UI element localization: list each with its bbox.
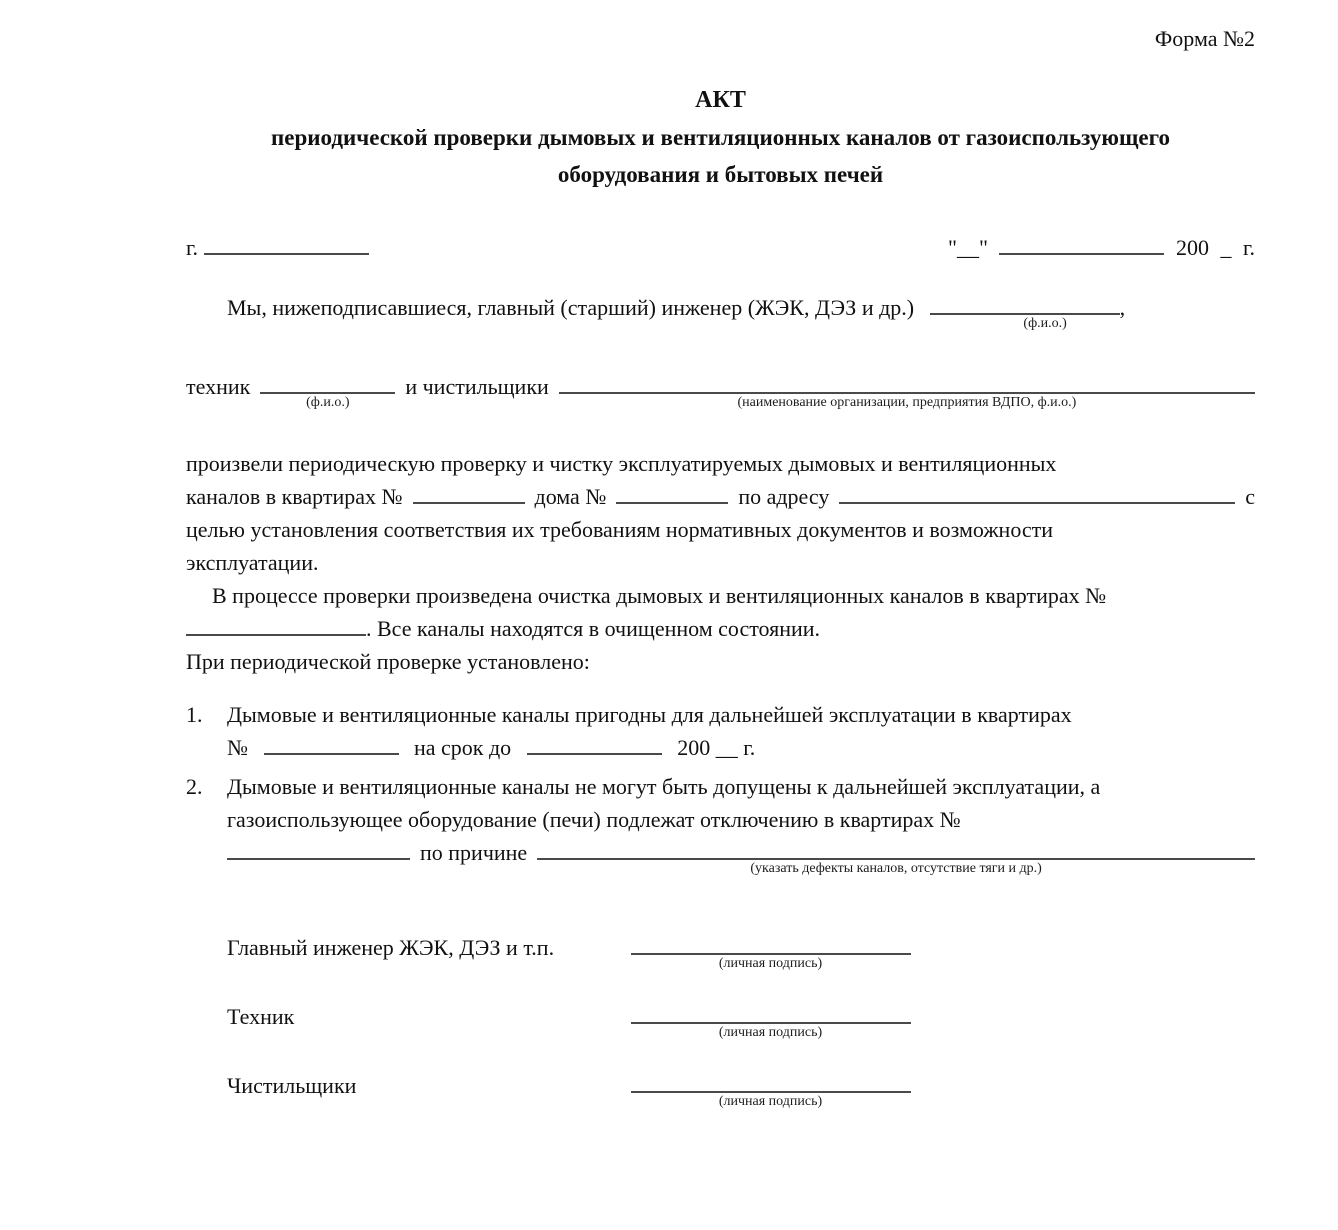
personal-signature-caption: (личная подпись) [718, 1024, 823, 1040]
engineer-name-blank-line [930, 293, 1120, 331]
list-item-2-body [227, 770, 1255, 876]
signature-row-cleaners [227, 1069, 1255, 1109]
signature-row-technician [227, 1000, 1255, 1040]
technician-cleaners-row [186, 370, 1255, 410]
personal-signature-caption: (личная подпись) [718, 955, 823, 971]
address-blank-line [839, 482, 1235, 504]
paragraph2-line2 [186, 612, 1255, 645]
month-blank-line [999, 233, 1164, 255]
apartments-label: каналов в квартирах № [186, 483, 403, 509]
signature-line [631, 1071, 911, 1109]
signature-label: Главный инженер ЖЭК, ДЭЗ и т.п. [227, 934, 555, 960]
apartments-number-blank-line [413, 482, 525, 504]
paragraph1-line1: произвели периодическую проверку и чистку эксплуатируемых дымовых и вентиляционных [186, 450, 1057, 476]
item2-line2: газоиспользующее оборудование (печи) подлежат отключению в квартирах № [227, 806, 961, 832]
document-title-block [186, 82, 1255, 193]
personal-signature-caption: (личная подпись) [718, 1093, 823, 1109]
item1-line2 [227, 731, 1255, 764]
fio-caption: (ф.и.о.) [306, 394, 350, 410]
house-label: дома № [534, 483, 607, 509]
paragraph2-line3: При периодической проверке установлено: [186, 648, 590, 674]
city-prefix-label: г. [186, 234, 199, 260]
year-number-label: 200 [1175, 234, 1209, 260]
item1-apartments-blank-line [264, 733, 399, 755]
item2-reason-label: по причине [420, 839, 528, 865]
document-subtitle-line1: периодической проверки дымовых и вентиляционных каналов от газоиспользующего [271, 125, 1170, 150]
item2-line3 [227, 836, 1255, 876]
date-field [948, 233, 1255, 261]
signature-line [631, 1002, 911, 1040]
list-item-2-number: 2. [186, 773, 203, 799]
item2-line1: Дымовые и вентиляционные каналы не могут быть допущены к дальнейшей эксплуатации, а [227, 773, 1101, 799]
signatures-block [186, 931, 1255, 1109]
year-blank: _ [1220, 234, 1232, 260]
item2-apartments-blank-line [227, 838, 410, 860]
signature-row-chief-engineer [227, 931, 1255, 971]
item1-term-label: на срок до [414, 734, 512, 760]
list-item-1-number: 1. [186, 701, 203, 727]
day-quoted-blank: "__" [947, 234, 988, 260]
city-field [186, 233, 369, 261]
intro-sentence-text: Мы, нижеподписавшиеся, главный (старший) инженер (ЖЭК, ДЭЗ и др.) [227, 294, 915, 320]
organization-caption: (наименование организации, предприятия ВДПО, ф.и.о.) [737, 394, 1077, 410]
form-number-label: Форма №2 [1154, 26, 1255, 51]
fio-caption: (ф.и.о.) [1023, 315, 1067, 331]
signature-label: Техник [227, 1003, 295, 1029]
date-row [186, 233, 1255, 261]
house-number-blank-line [616, 482, 728, 504]
cleaned-apartments-blank-line [186, 614, 366, 636]
paragraph1-line4: эксплуатации. [186, 549, 319, 575]
city-blank-line [204, 233, 369, 255]
item2-reason-blank-line [537, 838, 1255, 876]
cleaners-label: и чистильщики [405, 373, 549, 399]
signature-label: Чистильщики [227, 1072, 357, 1098]
item1-no-label: № [227, 734, 248, 760]
paragraph2-line2-text: . Все каналы находятся в очищенном состоянии. [366, 615, 821, 641]
organization-blank-line [559, 372, 1255, 410]
list-item-2 [186, 770, 1255, 876]
reason-caption: (указать дефекты каналов, отсутствие тяги и др.) [750, 860, 1042, 876]
document-heading: АКТ [695, 87, 746, 113]
item1-line1: Дымовые и вентиляционные каналы пригодны для дальнейшей эксплуатации в квартирах [227, 701, 1072, 727]
list-item-1-body [227, 698, 1255, 764]
list-item-1 [186, 698, 1255, 764]
item1-year-number: 200 [677, 734, 711, 760]
item1-term-blank-line [527, 733, 662, 755]
technician-label: техник [186, 373, 251, 399]
main-paragraph [186, 447, 1255, 678]
signature-line [631, 933, 911, 971]
paragraph2-line1: В процессе проверки произведена очистка дымовых и вентиляционных каналов в квартирах № [212, 582, 1107, 608]
paragraph1-line3: целью установления соответствия их требованиям нормативных документов и возможности [186, 516, 1054, 542]
item1-year-blank: __ [715, 734, 738, 760]
technician-name-blank-line [260, 372, 395, 410]
paragraph1-line2 [186, 480, 1255, 513]
year-suffix-label: г. [1242, 234, 1255, 260]
address-label: по адресу [738, 483, 830, 509]
item1-year-suffix: г. [743, 734, 756, 760]
paragraph1-line2-tail: с [1245, 483, 1255, 509]
intro-sentence [186, 291, 1255, 331]
intro-sentence-comma: , [1119, 294, 1126, 320]
document-subtitle-line2: оборудования и бытовых печей [557, 162, 884, 187]
findings-list [186, 698, 1255, 876]
